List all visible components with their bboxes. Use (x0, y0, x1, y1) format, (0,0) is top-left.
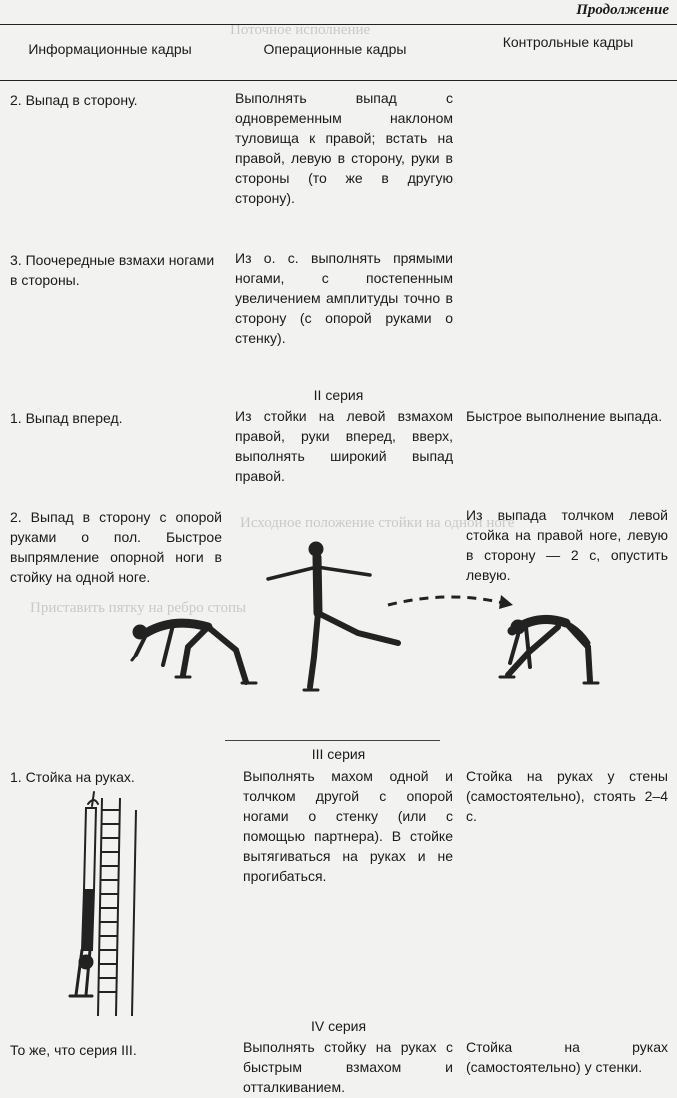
control-cell: Стойка на руках (самостоятельно) у стенки. (466, 1039, 668, 1075)
series-heading: III серия (311, 746, 366, 762)
table-top-rule (0, 24, 677, 25)
header-control-frames: Контрольные кадры (502, 34, 634, 50)
operation-cell: Выполнять махом одной и толчком другой с опорой ногами о стенку (или с помощью партнера). В стойке вытягиваться на руках и не прогибаться. (243, 768, 453, 884)
info-cell: 2. Выпад в сторону с опорой руками о пол. Быстрое выпрямление опорной ноги в стойку на одной ноге. (10, 509, 222, 585)
info-cell: 3. Поочередные взмахи ногами в стороны. (10, 252, 215, 288)
info-cell: 1. Выпад вперед. (10, 410, 123, 426)
series-heading: IV серия (310, 1018, 367, 1034)
lunge-sequence-illustration (118, 535, 658, 705)
bleed-through-text: Приставить пятку на ребро стопы (30, 600, 247, 616)
info-cell: То же, что серия III. (10, 1042, 137, 1058)
operation-cell: Выполнять стойку на руках с быстрым взмахом и отталкиванием. (243, 1039, 453, 1095)
info-cell: 2. Выпад в сторону. (10, 92, 138, 108)
table-header-rule (0, 80, 677, 81)
control-cell: Быстрое выполнение выпада. (466, 408, 663, 424)
operation-cell: Выполнять выпад с одновременным наклоном туловища к правой; встать на правой, левую в сторону, руки в стороны (то же в другую сторону). (235, 90, 453, 206)
header-operation-frames: Операционные кадры (263, 41, 407, 57)
control-cell: Стойка на руках у стены (самостоятельно), стоять 2–4 с. (466, 768, 668, 824)
operation-cell: Из о. с. выполнять прямыми ногами, с постепенным увеличением амплитуды точно в сторону (с опорой руками о стенку). (235, 250, 453, 346)
operation-cell: Из стойки на левой взмахом правой, руки вперед, вверх, выполнять широкий выпад правой. (235, 408, 453, 484)
series-heading: II серия (313, 387, 364, 403)
handstand-wall-bars-illustration (58, 790, 148, 1020)
header-info-frames: Информационные кадры (28, 41, 192, 57)
continuation-label: Продолжение (576, 2, 669, 18)
info-cell: 1. Стойка на руках. (10, 769, 135, 785)
series-divider (225, 740, 440, 741)
control-cell: Из выпада толчком левой стойка на правой ноге, левую в сторону — 2 с, опустить левую. (466, 507, 668, 583)
bleed-through-text: Исходное положение стойки на одной ноге (240, 515, 515, 531)
bleed-through-text: Поточное исполнение (230, 22, 371, 38)
